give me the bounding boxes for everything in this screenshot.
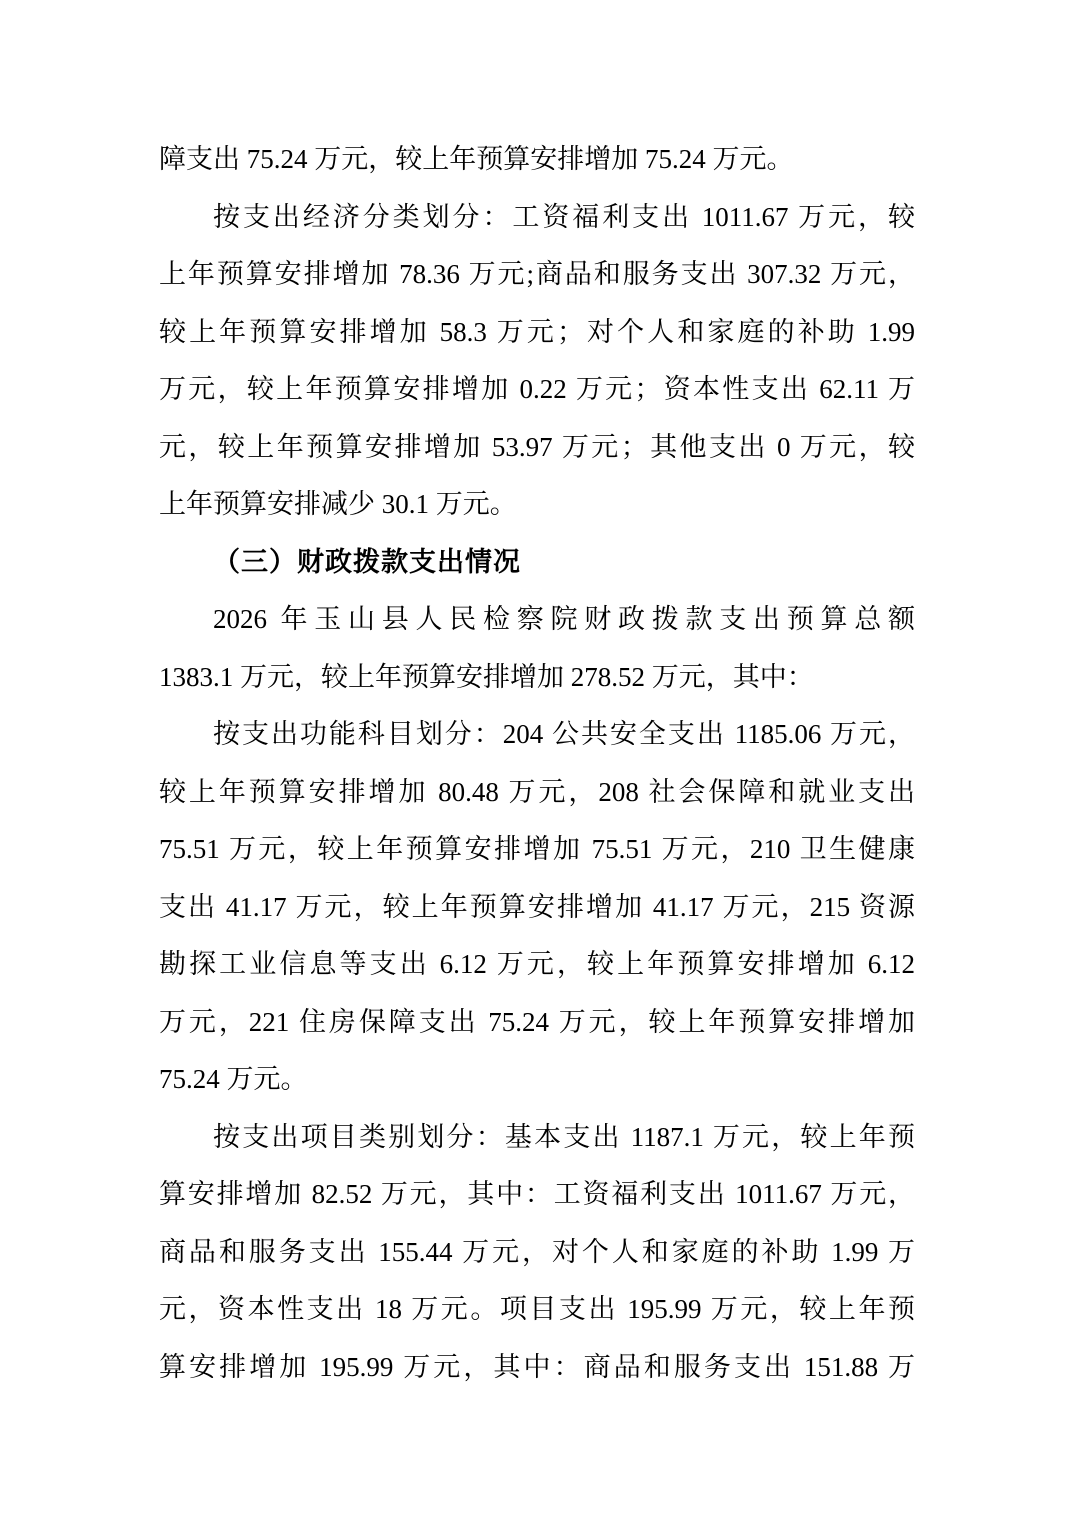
- body-line: 元，较上年预算安排增加 53.97 万元；其他支出 0 万元，较: [159, 431, 915, 462]
- text-block: [159, 131, 915, 1396]
- body-line: 勘探工业信息等支出 6.12 万元，较上年预算安排增加 6.12: [159, 949, 915, 979]
- body-line: 75.51 万元，较上年预算安排增加 75.51 万元，210 卫生健康: [159, 834, 915, 864]
- body-line: 2026 年玉山县人民检察院财政拨款支出预算总额: [213, 604, 915, 634]
- body-line: 障支出 75.24 万元，较上年预算安排增加 75.24 万元。: [159, 144, 794, 174]
- body-line: 较上年预算安排增加 80.48 万元，208 社会保障和就业支出: [159, 776, 915, 807]
- body-line: 上年预算安排增加 78.36 万元;商品和服务支出 307.32 万元，: [159, 259, 915, 289]
- body-line: 按支出项目类别划分：基本支出 1187.1 万元，较上年预: [213, 1121, 915, 1152]
- body-line: 万元，较上年预算安排增加 0.22 万元；资本性支出 62.11 万: [159, 374, 915, 404]
- body-line: 按支出功能科目划分：204 公共安全支出 1185.06 万元，: [213, 719, 915, 749]
- body-line: 商品和服务支出 155.44 万元，对个人和家庭的补助 1.99 万: [159, 1236, 915, 1267]
- body-line: 万元，221 住房保障支出 75.24 万元，较上年预算安排增加: [159, 1006, 915, 1037]
- body-line: 元，资本性支出 18 万元。项目支出 195.99 万元，较上年预: [159, 1294, 915, 1324]
- body-line: 支出 41.17 万元，较上年预算安排增加 41.17 万元，215 资源: [159, 891, 915, 922]
- body-line: 算安排增加 82.52 万元，其中：工资福利支出 1011.67 万元，: [159, 1179, 915, 1209]
- body-line: 算安排增加 195.99 万元，其中：商品和服务支出 151.88 万: [159, 1351, 915, 1382]
- body-line: 较上年预算安排增加 58.3 万元；对个人和家庭的补助 1.99: [159, 316, 915, 347]
- body-line: 75.24 万元。: [159, 1064, 308, 1094]
- body-line: 上年预算安排减少 30.1 万元。: [159, 489, 517, 519]
- body-line: 1383.1 万元，较上年预算安排增加 278.52 万元，其中：: [159, 661, 814, 692]
- section-heading: （三）财政拨款支出情况: [213, 546, 521, 577]
- body-line: 按支出经济分类划分：工资福利支出 1011.67 万元，较: [213, 201, 915, 232]
